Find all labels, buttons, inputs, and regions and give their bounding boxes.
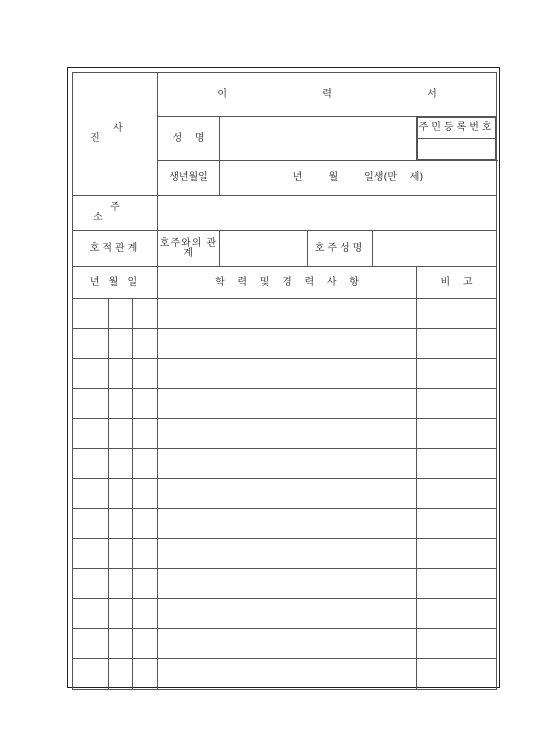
resume-form (72, 72, 497, 690)
month-cell[interactable] (109, 539, 133, 569)
year-cell[interactable] (73, 509, 109, 539)
family-label: 호적관계 (73, 231, 158, 267)
year-cell[interactable] (73, 389, 109, 419)
year-cell[interactable] (73, 659, 109, 690)
history-entry-cell[interactable] (158, 419, 417, 449)
head-name-field[interactable] (373, 231, 497, 267)
remarks-cell[interactable] (417, 449, 497, 479)
birth-field[interactable] (220, 161, 497, 196)
month-cell[interactable] (109, 479, 133, 509)
year-cell[interactable] (73, 299, 109, 329)
day-cell[interactable] (133, 389, 158, 419)
year-cell[interactable] (73, 569, 109, 599)
birth-year-text: 년 (292, 172, 303, 183)
remarks-cell[interactable] (417, 299, 497, 329)
history-header (158, 267, 417, 299)
remarks-cell[interactable] (417, 569, 497, 599)
year-cell[interactable] (73, 419, 109, 449)
year-cell[interactable] (73, 599, 109, 629)
history-row (73, 479, 497, 509)
year-cell[interactable] (73, 359, 109, 389)
history-row (73, 329, 497, 359)
remarks-header-text: 비 고 (440, 276, 473, 288)
history-entry-cell[interactable] (158, 389, 417, 419)
photo-box[interactable]: 사진 (73, 73, 158, 196)
month-cell[interactable] (109, 599, 133, 629)
history-entry-cell[interactable] (158, 539, 417, 569)
head-name-label: 호주성명 (308, 231, 373, 267)
history-entry-cell[interactable] (158, 509, 417, 539)
history-row (73, 389, 497, 419)
history-entry-cell[interactable] (158, 479, 417, 509)
date-header: 년 월 일 (73, 267, 158, 299)
day-cell[interactable] (133, 299, 158, 329)
rrn-field[interactable] (418, 139, 496, 160)
remarks-cell[interactable] (417, 659, 497, 690)
year-cell[interactable] (73, 539, 109, 569)
birth-month-text: 월 (328, 172, 339, 183)
remarks-cell[interactable] (417, 599, 497, 629)
day-cell[interactable] (133, 629, 158, 659)
name-label-text: 성 명 (172, 132, 205, 144)
history-row (73, 509, 497, 539)
history-entry-cell[interactable] (158, 599, 417, 629)
rrn-label: 주민등록번호 (418, 118, 496, 139)
relation-field[interactable] (220, 231, 308, 267)
remarks-cell[interactable] (417, 629, 497, 659)
year-cell[interactable] (73, 449, 109, 479)
month-cell[interactable] (109, 359, 133, 389)
remarks-header (417, 267, 497, 299)
history-row (73, 569, 497, 599)
birth-label: 생년월일 (158, 161, 220, 196)
address-label: 주소 (73, 196, 158, 231)
year-cell[interactable] (73, 329, 109, 359)
day-cell[interactable] (133, 329, 158, 359)
day-cell[interactable] (133, 539, 158, 569)
day-cell[interactable] (133, 479, 158, 509)
month-cell[interactable] (109, 389, 133, 419)
page-title: 이 력 서 (158, 73, 497, 117)
year-cell[interactable] (73, 479, 109, 509)
day-cell[interactable] (133, 419, 158, 449)
remarks-cell[interactable] (417, 329, 497, 359)
month-cell[interactable] (109, 509, 133, 539)
month-cell[interactable] (109, 659, 133, 690)
remarks-cell[interactable] (417, 509, 497, 539)
history-entry-cell[interactable] (158, 569, 417, 599)
history-row (73, 359, 497, 389)
day-cell[interactable] (133, 509, 158, 539)
month-cell[interactable] (109, 629, 133, 659)
history-entry-cell[interactable] (158, 359, 417, 389)
month-cell[interactable] (109, 449, 133, 479)
history-row (73, 629, 497, 659)
remarks-cell[interactable] (417, 479, 497, 509)
day-cell[interactable] (133, 659, 158, 690)
remarks-cell[interactable] (417, 389, 497, 419)
name-field[interactable] (220, 117, 417, 161)
address-field[interactable] (158, 196, 497, 231)
rrn-cell (417, 117, 497, 161)
day-cell[interactable] (133, 359, 158, 389)
history-row (73, 539, 497, 569)
month-cell[interactable] (109, 299, 133, 329)
remarks-cell[interactable] (417, 419, 497, 449)
name-label (158, 117, 220, 161)
history-header-text: 학 력 및 경 력 사 항 (215, 276, 359, 288)
month-cell[interactable] (109, 419, 133, 449)
year-cell[interactable] (73, 629, 109, 659)
birth-day-age-text: 일생(만 세) (364, 172, 424, 183)
month-cell[interactable] (109, 569, 133, 599)
history-row (73, 299, 497, 329)
day-cell[interactable] (133, 569, 158, 599)
history-row (73, 659, 497, 690)
month-cell[interactable] (109, 329, 133, 359)
history-entry-cell[interactable] (158, 449, 417, 479)
history-row (73, 449, 497, 479)
day-cell[interactable] (133, 449, 158, 479)
history-row (73, 419, 497, 449)
remarks-cell[interactable] (417, 539, 497, 569)
history-entry-cell[interactable] (158, 659, 417, 690)
day-cell[interactable] (133, 599, 158, 629)
relation-label: 호주와의 관계 (158, 231, 220, 267)
history-row (73, 599, 497, 629)
history-entry-cell[interactable] (158, 299, 417, 329)
history-entry-cell[interactable] (158, 629, 417, 659)
remarks-cell[interactable] (417, 359, 497, 389)
history-entry-cell[interactable] (158, 329, 417, 359)
